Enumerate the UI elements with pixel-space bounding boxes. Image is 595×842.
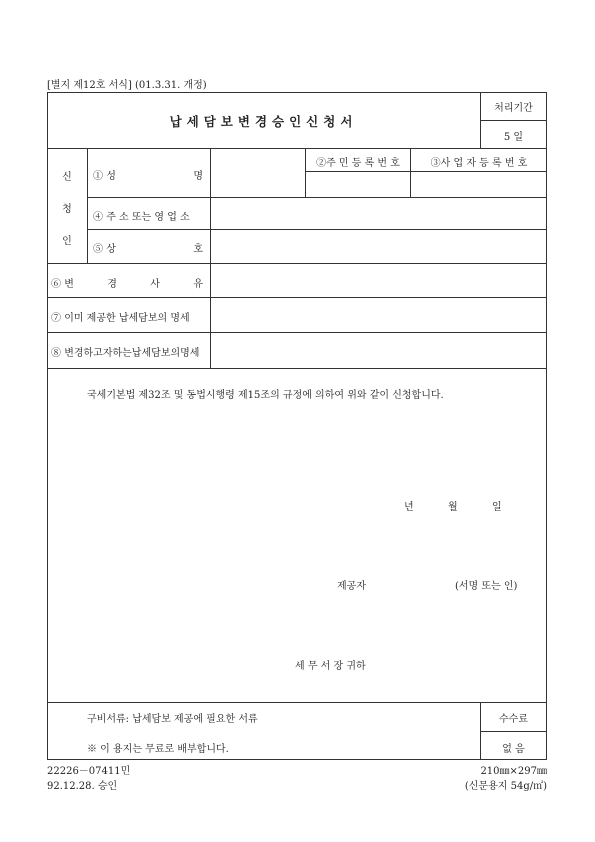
new-collateral-field[interactable] [211, 333, 546, 367]
row-divider-new [47, 368, 547, 369]
address-num: ④ [93, 212, 103, 223]
fee-label: 수수료 [499, 714, 528, 725]
address-field[interactable] [211, 198, 546, 228]
provided-collateral-num: ⑦ [51, 313, 61, 324]
new-collateral-text: 변경하고자하는납세담보의명세 [64, 348, 200, 359]
change-reason-num: ⑥ [51, 279, 61, 290]
provided-collateral-text: 이미 제공한 납세담보의 명세 [64, 313, 190, 324]
period-divider [480, 120, 547, 121]
business-no-label [412, 154, 546, 169]
paper-type: (신문용지 54g/㎡) [464, 781, 547, 792]
footer-divider [47, 702, 547, 703]
date-year-label: 년 [404, 502, 414, 513]
provided-collateral-field[interactable] [211, 298, 546, 331]
name-label [93, 167, 203, 182]
change-reason-char-3: 사 [150, 279, 160, 290]
trade-name-label [93, 240, 203, 255]
name-num: ① [93, 171, 103, 182]
business-no-text: 사 업 자 등 록 번 호 [440, 158, 528, 169]
form-reference: [별지 제12호 서식] (01.3.31. 개정) [47, 80, 207, 91]
approval-number: 22226－07411민 [47, 766, 131, 777]
resident-no-field[interactable] [306, 172, 409, 196]
trade-name-char-2: 호 [193, 244, 203, 255]
business-no-field[interactable] [411, 172, 546, 196]
trade-name-char-1: 상 [106, 244, 116, 255]
resident-no-text: 주 민 등 록 번 호 [326, 158, 400, 169]
resident-no-label [308, 154, 408, 169]
applicant-group-line [87, 148, 88, 263]
paper-size: 210㎜×297㎜ [480, 766, 547, 777]
address-text: 주 소 또는 영 업 소 [106, 212, 190, 223]
processing-period-value: 5 일 [503, 132, 524, 143]
name-char-1: 성 [106, 171, 116, 182]
signature-label: (서명 또는 인) [455, 581, 518, 592]
address-label [93, 208, 190, 223]
trade-name-field[interactable] [211, 230, 546, 262]
approval-date: 92.12.28. 승인 [47, 781, 118, 792]
change-reason-char-2: 경 [107, 279, 117, 290]
name-field[interactable] [211, 149, 304, 196]
name-char-2: 명 [193, 171, 203, 182]
resident-no-num: ② [316, 158, 327, 169]
date-day-label: 일 [492, 502, 502, 513]
processing-period-label: 처리기간 [494, 103, 533, 114]
application-statement: 국세기본법 제32조 및 동법시행령 제15조의 규정에 의하여 위와 같이 신청합니다. [87, 390, 444, 401]
applicant-label-char-2: 청 [62, 204, 72, 215]
free-distribution-notice: ※ 이 용지는 무료로 배부합니다. [87, 744, 229, 755]
new-collateral-num: ⑧ [51, 348, 61, 359]
change-reason-char-1: 변 [64, 279, 74, 290]
change-reason-label [51, 275, 203, 290]
fee-divider [480, 731, 547, 732]
fee-value: 없 음 [502, 744, 525, 755]
applicant-label-char-3: 인 [62, 236, 72, 247]
form-title: 납세담보변경승인신청서 [169, 114, 358, 129]
applicant-label-char-1: 신 [62, 172, 72, 183]
trade-name-num: ⑤ [93, 244, 103, 255]
date-month-label: 월 [448, 502, 458, 513]
provider-label: 제공자 [337, 581, 366, 592]
provided-collateral-label [51, 309, 190, 324]
addressee: 세 무 서 장 귀하 [295, 661, 366, 672]
change-reason-field[interactable] [211, 264, 546, 296]
change-reason-char-4: 유 [193, 279, 203, 290]
new-collateral-label [51, 344, 199, 359]
business-no-num: ③ [430, 158, 441, 169]
required-documents: 구비서류: 납세담보 제공에 필요한 서류 [87, 714, 258, 725]
